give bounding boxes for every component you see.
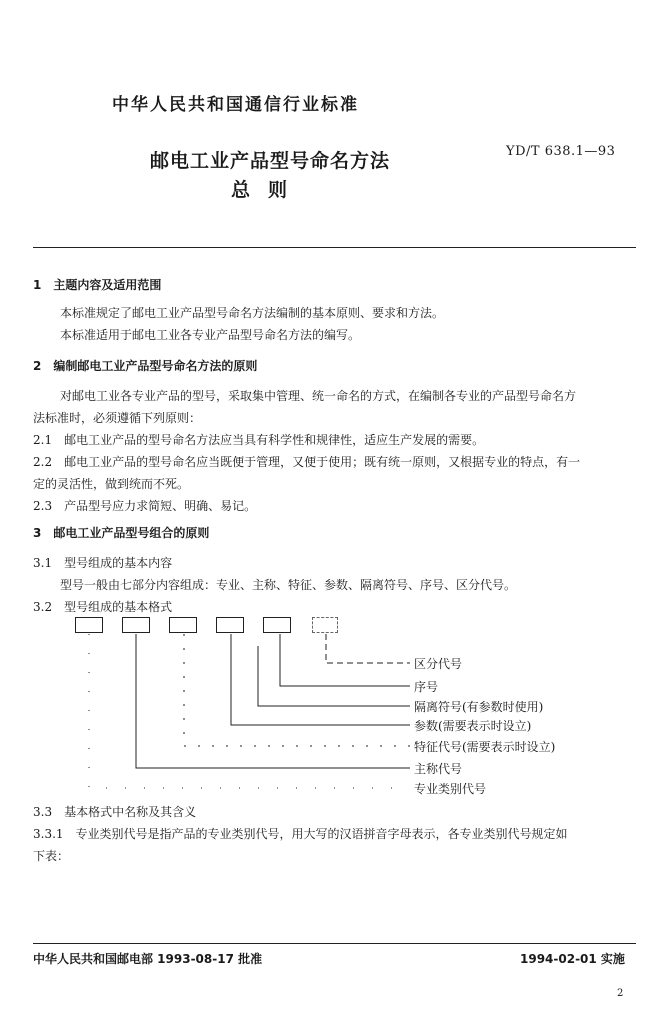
section-1-paragraph-2: 本标准适用于邮电工业各专业产品型号命名方法的编写。	[60, 328, 361, 342]
clause-3-3-1-line-1: 3.3.1 专业类别代号是指产品的专业类别代号，用大写的汉语拼音字母表示，各专业类别代号规定如	[33, 827, 568, 841]
label-zhucheng: 主称代号	[414, 762, 463, 776]
leader-qufen	[326, 634, 410, 663]
approval-line: 中华人民共和国邮电部 1993-08-17 批准	[33, 952, 263, 966]
leader-tezheng	[184, 634, 410, 746]
clause-3-1-paragraph: 型号一般由七部分内容组成：专业、主称、特征、参数、隔离符号、序号、区分代号。	[60, 578, 517, 592]
footer-rule	[33, 943, 636, 944]
label-tezheng: 特征代号(需要表示时设立)	[414, 740, 556, 754]
leader-geli	[258, 646, 410, 706]
document-title: 邮电工业产品型号命名方法	[150, 150, 391, 172]
standard-code: YD/T 638.1—93	[506, 144, 616, 159]
leader-zhucheng	[136, 634, 410, 768]
document-subtitle: 总则	[231, 179, 306, 201]
section-1-heading: 1 主题内容及适用范围	[33, 278, 162, 292]
issuing-organization: 中华人民共和国通信行业标准	[112, 95, 359, 115]
label-qufen: 区分代号	[414, 657, 463, 671]
effective-date: 1994-02-01 实施	[520, 952, 625, 966]
leader-zhuanye	[89, 634, 410, 788]
clause-3-2: 3.2 型号组成的基本格式	[33, 600, 173, 614]
leader-xuhao	[280, 634, 410, 686]
clause-2-3: 2.3 产品型号应力求简短、明确、易记。	[33, 499, 257, 513]
section-2-paragraph-line-1: 对邮电工业各专业产品的型号，采取集中管理、统一命名的方式，在编制各专业的产品型号命名方	[60, 389, 577, 403]
section-2-paragraph-line-2: 法标准时，必须遵循下列原则：	[33, 411, 202, 425]
label-xuhao: 序号	[414, 680, 439, 694]
clause-3-1: 3.1 型号组成的基本内容	[33, 556, 173, 570]
clause-3-3-1-line-2: 下表：	[33, 849, 70, 863]
clause-2-2-line-1: 2.2 邮电工业产品的型号命名应当既便于管理，又便于使用；既有统一原则，又根据专业的特点，有一	[33, 455, 581, 469]
section-3-heading: 3 邮电工业产品型号组合的原则	[33, 526, 210, 540]
clause-2-2-line-2: 定的灵活性，做到统而不死。	[33, 477, 190, 491]
section-2-heading: 2 编制邮电工业产品型号命名方法的原则	[33, 359, 258, 373]
label-canshu: 参数(需要表示时设立)	[414, 719, 532, 733]
clause-2-1: 2.1 邮电工业产品的型号命名方法应当具有科学性和规律性，适应生产发展的需要。	[33, 433, 485, 447]
section-1-paragraph-1: 本标准规定了邮电工业产品型号命名方法编制的基本原则、要求和方法。	[60, 306, 445, 320]
label-zhuanye: 专业类别代号	[414, 782, 487, 796]
page-number: 2	[617, 988, 624, 999]
label-geli: 隔离符号(有参数时使用)	[414, 700, 544, 714]
clause-3-3: 3.3 基本格式中名称及其含义	[33, 805, 197, 819]
